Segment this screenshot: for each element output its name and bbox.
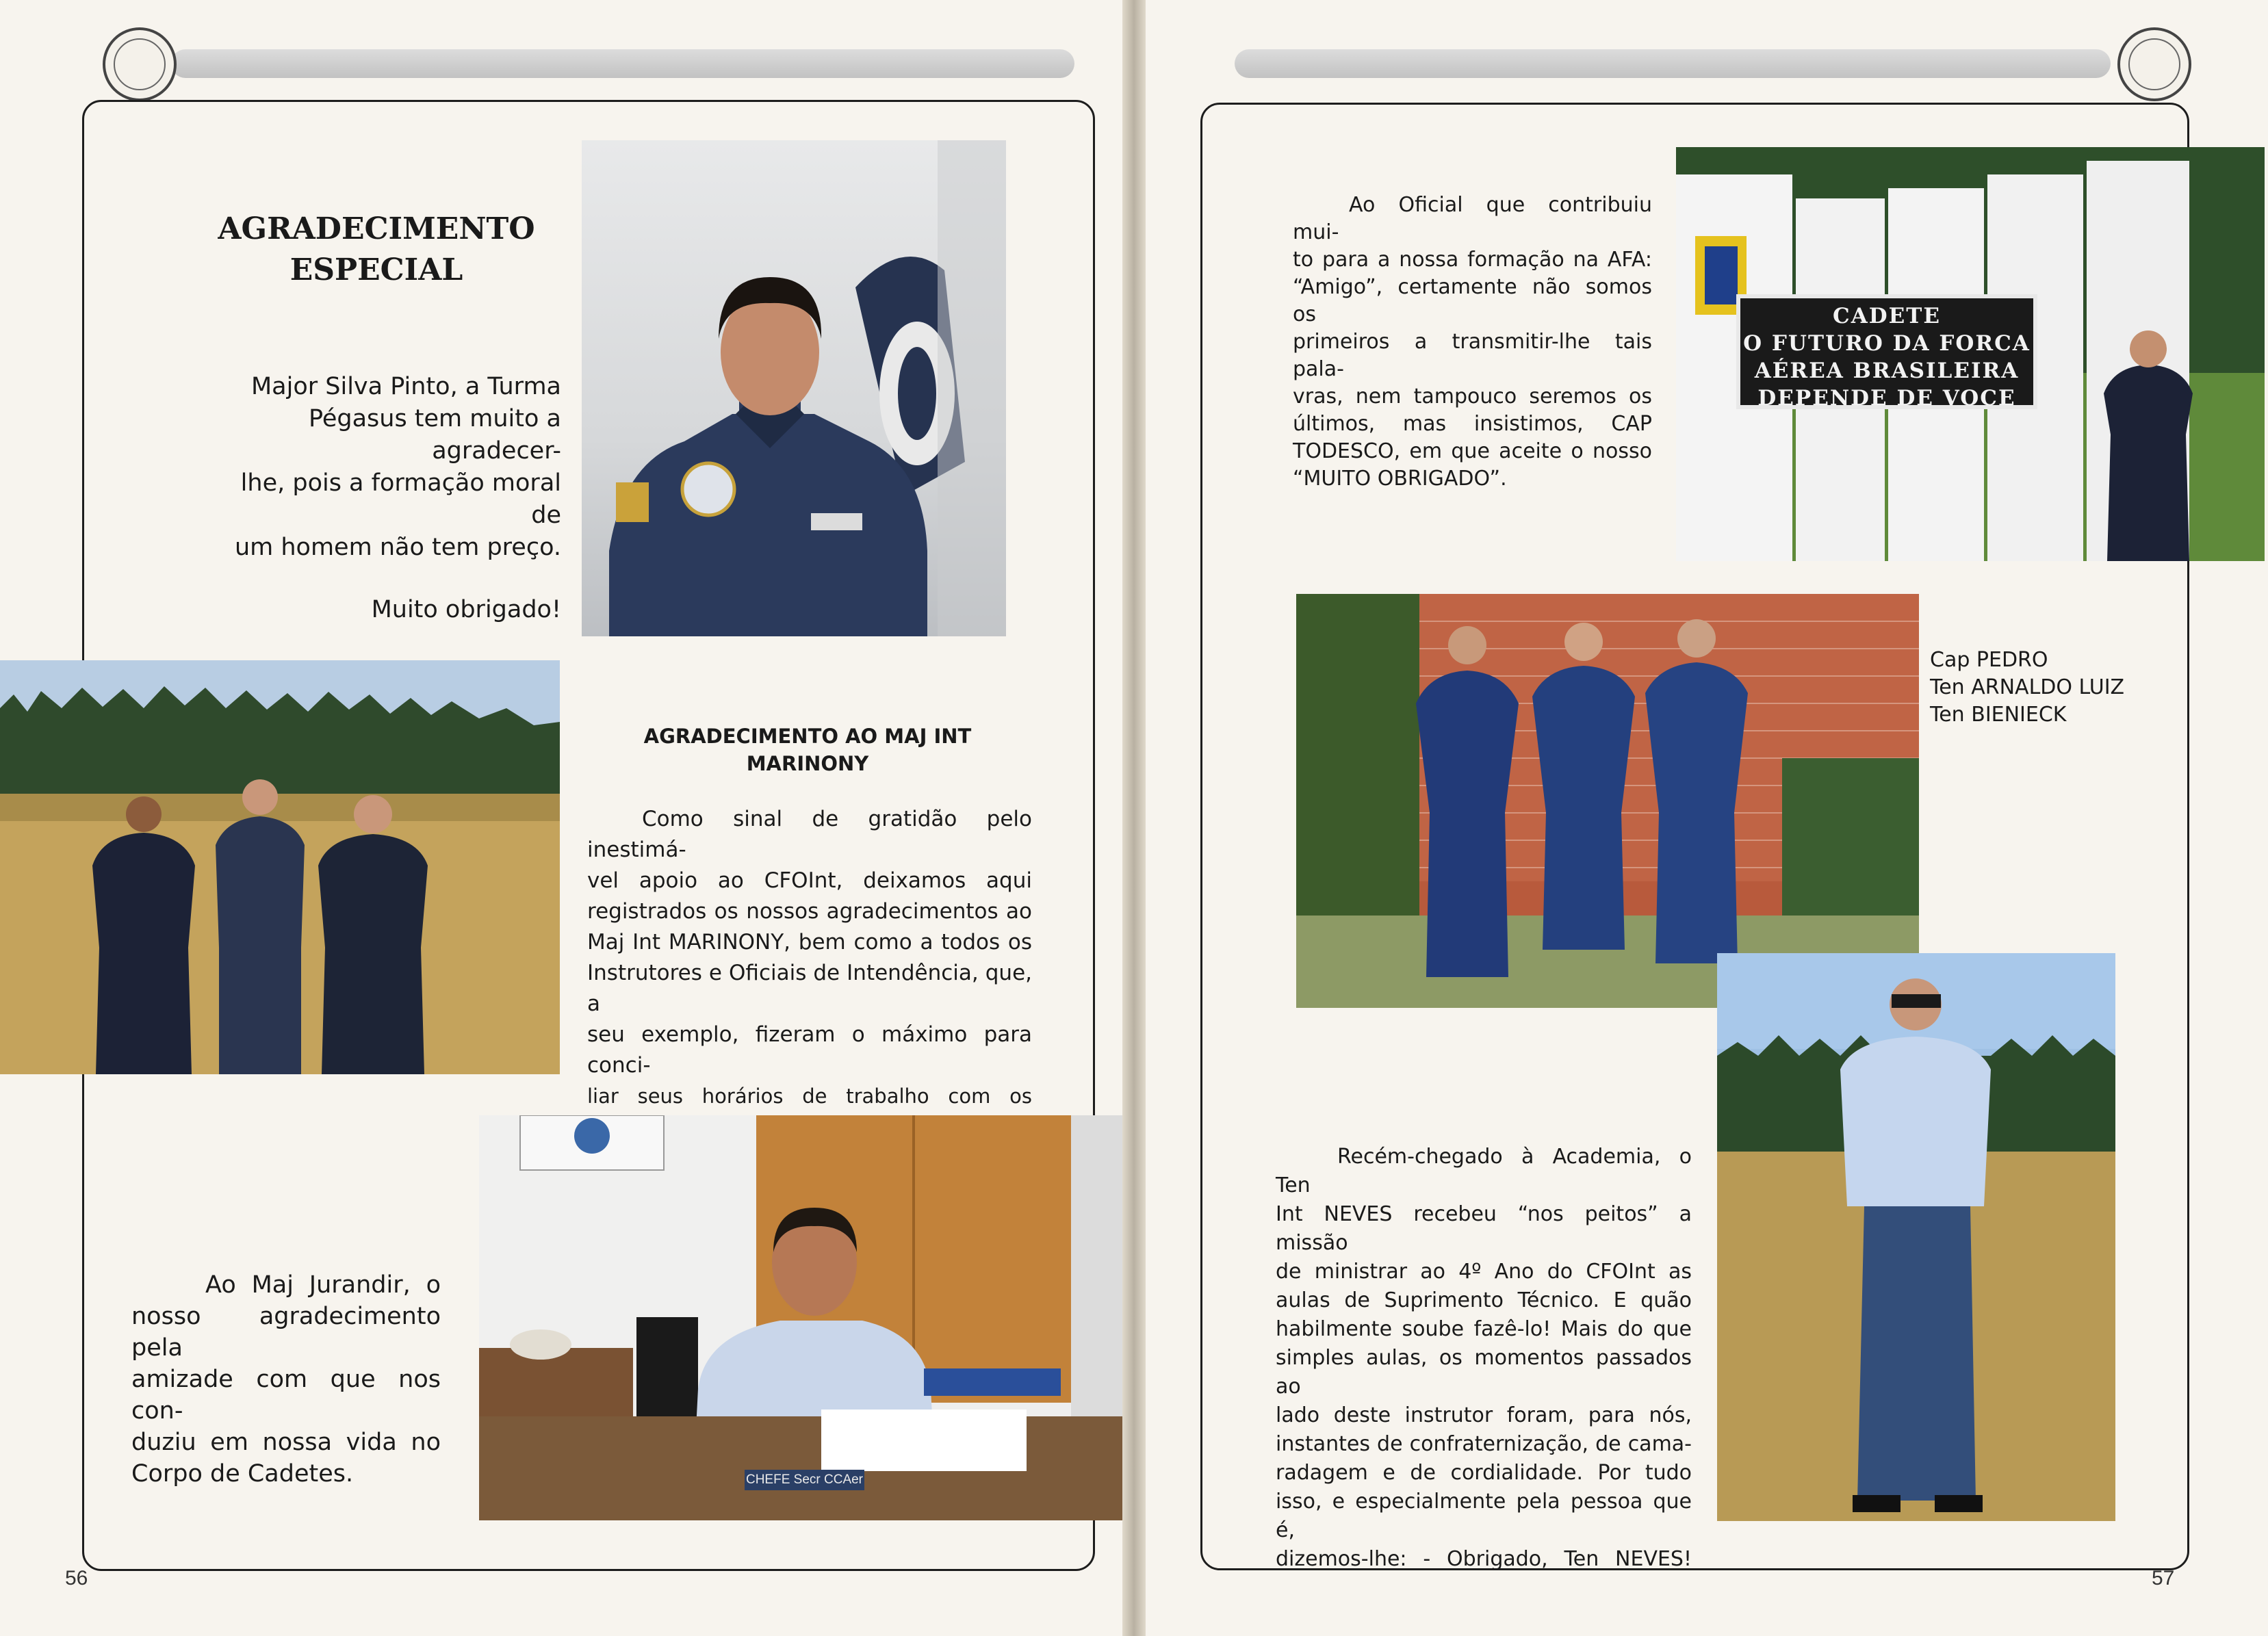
text-line: nosso agradecimento pela xyxy=(131,1303,441,1362)
photo-silva-pinto xyxy=(582,140,1006,636)
photo-ten-neves xyxy=(1717,953,2115,1521)
todesco-text xyxy=(1293,192,1652,493)
text-line: de ministrar ao 4º Ano do CFOInt as xyxy=(1276,1260,1692,1284)
text-line: aulas de Suprimento Técnico. E quão xyxy=(1276,1288,1692,1312)
text-line: radagem e de cordialidade. Por tudo xyxy=(1276,1461,1692,1485)
photo-three-officers-field xyxy=(0,660,560,1074)
jurandir-text xyxy=(131,1269,441,1490)
text-line: últimos, mas insistimos, CAP xyxy=(1293,412,1652,436)
text-line: Ao Oficial que contribuiu mui- xyxy=(1293,193,1652,244)
desk-illustration xyxy=(479,1115,1122,1520)
sign-line: O FUTURO DA FORCA xyxy=(1743,331,2031,356)
title-line: ESPECIAL xyxy=(289,252,463,287)
text-line: Int NEVES recebeu “nos peitos” a missão xyxy=(1276,1202,1692,1255)
text-line: seu exemplo, fizeram o máximo para conci- xyxy=(587,1022,1032,1078)
photo-three-officers-wall xyxy=(1296,594,1919,1008)
academy-emblem-icon xyxy=(103,27,177,101)
sign-line: AÉREA BRASILEIRA xyxy=(1754,359,2020,383)
text-line: “Amigo”, certamente não somos os xyxy=(1293,275,1652,326)
text-line: TODESCO, em que aceite o nosso xyxy=(1293,439,1652,463)
text-line: lhe, pois a formação moral de xyxy=(240,469,561,529)
text-line: Instrutores e Oficiais de Intendência, que, a xyxy=(587,961,1032,1016)
page-title xyxy=(171,209,582,291)
text-line: vras, nem tampouco seremos os xyxy=(1293,385,1652,408)
portrait-illustration xyxy=(582,140,1006,636)
title-line: MARINONY xyxy=(746,752,869,775)
neves-text xyxy=(1276,1143,1692,1574)
academy-emblem-icon xyxy=(2117,27,2191,101)
wall-scene-illustration xyxy=(1296,594,1919,1008)
text-line: Como sinal de gratidão pelo inestimá- xyxy=(587,807,1032,862)
text-line: “MUITO OBRIGADO”. xyxy=(1293,467,1507,491)
header-bar-left xyxy=(171,49,1074,78)
text-line: isso, e especialmente pela pessoa que é, xyxy=(1276,1490,1692,1542)
left-page xyxy=(0,0,1122,1636)
text-line: amizade com que nos con- xyxy=(131,1366,441,1425)
text-line: vel apoio ao CFOInt, deixamos aqui xyxy=(587,868,1032,893)
page-number-right: 57 xyxy=(2152,1567,2175,1589)
field-illustration xyxy=(0,660,560,1074)
title-line: AGRADECIMENTO xyxy=(218,211,535,246)
text-line: Major Silva Pinto, a Turma xyxy=(250,373,561,400)
silva-pinto-text xyxy=(205,371,561,626)
text-line: Pégasus tem muito a agradecer- xyxy=(308,405,561,465)
text-line: registrados os nossos agradecimentos ao xyxy=(587,899,1032,924)
officers-caption xyxy=(1930,647,2163,729)
thanks-line: Muito obrigado! xyxy=(371,596,561,623)
text-line: lado deste instrutor foram, para nós, xyxy=(1276,1403,1692,1427)
text-line: dizemos-lhe: - Obrigado, Ten NEVES! xyxy=(1276,1547,1692,1571)
text-line: primeiros a transmitir-lhe tais pala- xyxy=(1293,330,1652,381)
sign-line: DEPENDE DE VOCE xyxy=(1757,386,2016,411)
page-number-left: 56 xyxy=(65,1567,88,1589)
text-line: Corpo de Cadetes. xyxy=(131,1460,354,1488)
cadet-sign xyxy=(1736,294,2037,409)
desk-nameplate: CHEFE Secr CCAer xyxy=(745,1470,864,1490)
header-bar-right xyxy=(1235,49,2111,78)
text-line: habilmente soube fazê-lo! Mais do que xyxy=(1276,1317,1692,1341)
marinony-title xyxy=(602,723,1013,777)
book-gutter xyxy=(1122,0,1146,1636)
caption-line: Ten ARNALDO LUIZ xyxy=(1930,675,2125,699)
text-line: instantes de confraternização, de cama- xyxy=(1276,1432,1692,1456)
neves-illustration xyxy=(1717,953,2115,1521)
text-line: Recém-chegado à Academia, o Ten xyxy=(1276,1145,1692,1197)
text-line: um homem não tem preço. xyxy=(234,534,561,561)
right-page xyxy=(1146,0,2268,1636)
photo-cadet-sign xyxy=(1676,147,2265,561)
photo-officer-desk xyxy=(479,1115,1122,1520)
text-line: simples aulas, os momentos passados ao xyxy=(1276,1346,1692,1399)
text-line: liar seus horários de trabalho com os xyxy=(587,1085,1032,1108)
text-line: Maj Int MARINONY, bem como a todos os xyxy=(587,930,1032,955)
text-line: duziu em nossa vida no xyxy=(131,1429,441,1456)
caption-line: Ten BIENIECK xyxy=(1930,703,2067,727)
text-line: Ao Maj Jurandir, o xyxy=(205,1271,441,1299)
caption-line: Cap PEDRO xyxy=(1930,648,2048,672)
text-line: to para a nossa formação na AFA: xyxy=(1293,248,1652,272)
title-line: AGRADECIMENTO AO MAJ INT xyxy=(643,725,972,748)
sign-line: CADETE xyxy=(1833,304,1941,328)
